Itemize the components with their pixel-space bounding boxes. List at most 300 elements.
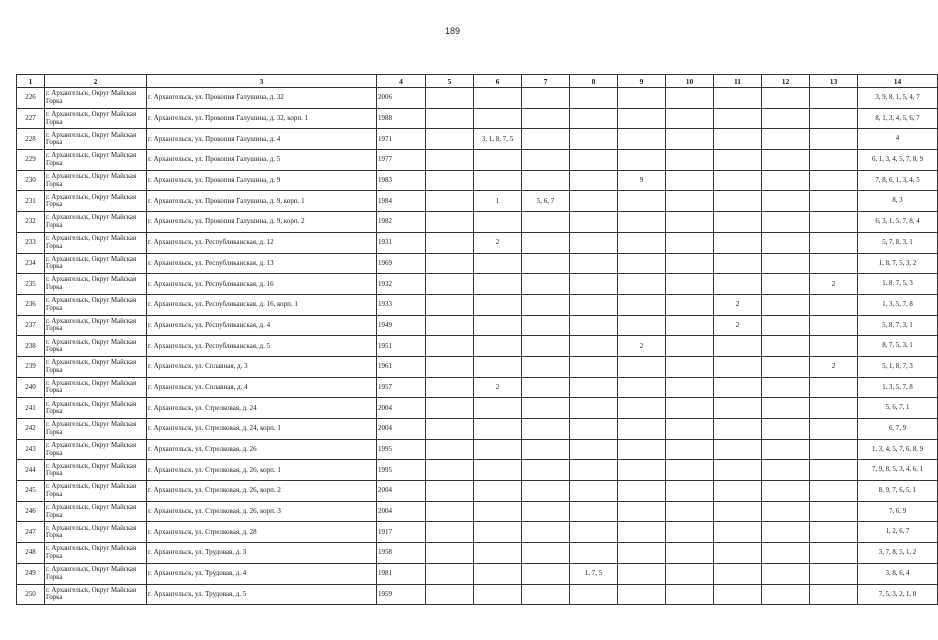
column-14-cell: 1, 3, 5, 7, 8 [858,377,938,398]
year-built-cell: 1984 [377,191,426,212]
district-cell: г. Архангельск, Округ Майская Горка [45,274,147,295]
address-cell: г. Архангельск, ул. Стрелковая, д. 26, корп. 2 [147,481,377,502]
year-built-cell: 1917 [377,522,426,543]
column-11-cell [714,170,762,191]
column-9-cell [618,88,666,109]
column-7-cell [522,129,570,150]
column-6-cell: 3, 1, 8, 7, 5 [474,129,522,150]
column-11-cell [714,88,762,109]
district-cell: г. Архангельск, Округ Майская Горка [45,419,147,440]
column-header-2: 2 [45,75,147,88]
address-cell: г. Архангельск, ул. Стрелковая, д. 24, корп. 1 [147,419,377,440]
column-13-cell [810,191,858,212]
column-6-cell [474,481,522,502]
column-header-10: 10 [666,75,714,88]
row-number-cell: 242 [17,419,45,440]
year-built-cell: 1958 [377,543,426,564]
year-built-cell: 2004 [377,419,426,440]
column-9-cell [618,377,666,398]
column-12-cell [762,439,810,460]
column-header-3: 3 [147,75,377,88]
column-13-cell [810,253,858,274]
district-cell: г. Архангельск, Округ Майская Горка [45,294,147,315]
column-5-cell [426,336,474,357]
column-7-cell [522,274,570,295]
row-number-cell: 243 [17,439,45,460]
column-7-cell [522,232,570,253]
district-cell: г. Архангельск, Округ Майская Горка [45,150,147,171]
column-8-cell [570,191,618,212]
column-10-cell [666,253,714,274]
address-cell: г. Архангельск, ул. Прокопия Галушина, д. 4 [147,129,377,150]
column-6-cell [474,253,522,274]
column-10-cell [666,88,714,109]
column-8-cell [570,501,618,522]
column-12-cell [762,274,810,295]
column-12-cell [762,543,810,564]
column-12-cell [762,191,810,212]
column-10-cell [666,377,714,398]
column-11-cell [714,212,762,233]
address-cell: г. Архангельск, ул. Прокопия Галушина, д. 32, корп. 1 [147,108,377,129]
table-row [17,460,938,481]
column-header-12: 12 [762,75,810,88]
column-7-cell [522,336,570,357]
table-row [17,377,938,398]
address-cell: г. Архангельск, ул. Прокопия Галушина, д. 9 [147,170,377,191]
column-6-cell [474,294,522,315]
column-5-cell [426,377,474,398]
column-14-cell: 7, 5, 3, 2, 1, 8 [858,584,938,605]
column-14-cell: 6, 7, 9 [858,419,938,440]
column-8-cell [570,584,618,605]
row-number-cell: 240 [17,377,45,398]
column-5-cell [426,439,474,460]
column-9-cell [618,398,666,419]
column-7-cell [522,563,570,584]
column-9-cell [618,129,666,150]
column-13-cell [810,460,858,481]
table-row [17,315,938,336]
column-13-cell [810,522,858,543]
table-row [17,543,938,564]
column-header-9: 9 [618,75,666,88]
column-10-cell [666,170,714,191]
address-cell: г. Архангельск, ул. Стрелковая, д. 26, корп. 1 [147,460,377,481]
column-9-cell [618,543,666,564]
column-12-cell [762,522,810,543]
column-8-cell [570,294,618,315]
column-7-cell [522,108,570,129]
column-11-cell [714,150,762,171]
row-number-cell: 228 [17,129,45,150]
column-7-cell [522,170,570,191]
column-6-cell: 2 [474,377,522,398]
table-row [17,253,938,274]
column-13-cell [810,315,858,336]
district-cell: г. Архангельск, Округ Майская Горка [45,543,147,564]
column-8-cell [570,522,618,543]
address-cell: г. Архангельск, ул. Республиканская, д. 4 [147,315,377,336]
year-built-cell: 1932 [377,274,426,295]
district-cell: г. Архангельск, Округ Майская Горка [45,460,147,481]
column-11-cell [714,522,762,543]
header-row [17,75,938,88]
column-14-cell: 1, 8, 7, 5, 3 [858,274,938,295]
column-7-cell [522,522,570,543]
column-10-cell [666,584,714,605]
column-11-cell: 2 [714,315,762,336]
address-cell: г. Архангельск, ул. Республиканская, д. 13 [147,253,377,274]
table-row [17,129,938,150]
column-11-cell [714,356,762,377]
column-7-cell [522,315,570,336]
column-6-cell [474,563,522,584]
year-built-cell: 1959 [377,584,426,605]
column-6-cell [474,212,522,233]
address-cell: г. Архангельск, ул. Стрелковая, д. 24 [147,398,377,419]
district-cell: г. Архангельск, Округ Майская Горка [45,563,147,584]
column-13-cell [810,398,858,419]
table-row [17,522,938,543]
year-built-cell: 1957 [377,377,426,398]
column-9-cell [618,108,666,129]
column-9-cell [618,212,666,233]
column-5-cell [426,212,474,233]
column-12-cell [762,481,810,502]
column-13-cell: 2 [810,356,858,377]
column-13-cell [810,439,858,460]
column-11-cell [714,584,762,605]
column-9-cell [618,315,666,336]
column-header-4: 4 [377,75,426,88]
column-10-cell [666,419,714,440]
district-cell: г. Архангельск, Округ Майская Горка [45,584,147,605]
year-built-cell: 2004 [377,501,426,522]
column-14-cell: 7, 9, 8, 5, 3, 4, 6, 1 [858,460,938,481]
column-12-cell [762,419,810,440]
address-cell: г. Архангельск, ул. Прокопия Галушина, д. 32 [147,88,377,109]
column-7-cell [522,398,570,419]
column-11-cell [714,191,762,212]
column-13-cell [810,481,858,502]
column-header-11: 11 [714,75,762,88]
column-13-cell [810,543,858,564]
column-8-cell [570,460,618,481]
table-row [17,481,938,502]
column-13-cell [810,377,858,398]
district-cell: г. Архангельск, Округ Майская Горка [45,439,147,460]
column-8-cell [570,108,618,129]
table-header [17,75,938,88]
column-6-cell [474,336,522,357]
table-row [17,501,938,522]
column-8-cell [570,129,618,150]
column-11-cell [714,108,762,129]
column-5-cell [426,356,474,377]
column-9-cell [618,232,666,253]
column-6-cell [474,170,522,191]
column-11-cell [714,481,762,502]
column-12-cell [762,356,810,377]
year-built-cell: 1981 [377,563,426,584]
column-9-cell: 9 [618,170,666,191]
column-11-cell [714,398,762,419]
column-13-cell [810,563,858,584]
column-8-cell [570,232,618,253]
column-7-cell [522,460,570,481]
row-number-cell: 234 [17,253,45,274]
column-6-cell [474,356,522,377]
address-cell: г. Архангельск, ул. Республиканская, д. 16, корп. 1 [147,294,377,315]
column-6-cell [474,398,522,419]
column-11-cell [714,274,762,295]
column-13-cell [810,129,858,150]
address-cell: г. Архангельск, ул. Прокопия Галушина, д. 9, корп. 1 [147,191,377,212]
column-8-cell [570,439,618,460]
column-9-cell [618,253,666,274]
column-8-cell [570,398,618,419]
column-9-cell [618,563,666,584]
column-7-cell [522,439,570,460]
address-cell: г. Архангельск, ул. Республиканская, д. 12 [147,232,377,253]
year-built-cell: 1961 [377,356,426,377]
column-6-cell [474,543,522,564]
column-14-cell: 5, 7, 8, 3, 1 [858,232,938,253]
row-number-cell: 235 [17,274,45,295]
column-14-cell: 3, 9, 8, 1, 5, 4, 7 [858,88,938,109]
column-7-cell [522,584,570,605]
column-9-cell: 2 [618,336,666,357]
address-cell: г. Архангельск, ул. Сплавная, д. 4 [147,377,377,398]
column-5-cell [426,108,474,129]
column-14-cell: 5, 8, 7, 3, 1 [858,315,938,336]
column-14-cell: 1, 3, 4, 5, 7, 6, 8, 9 [858,439,938,460]
column-9-cell [618,460,666,481]
column-header-1: 1 [17,75,45,88]
column-header-8: 8 [570,75,618,88]
column-12-cell [762,315,810,336]
row-number-cell: 250 [17,584,45,605]
column-12-cell [762,232,810,253]
column-14-cell: 6, 3, 1, 5, 7, 8, 4 [858,212,938,233]
column-5-cell [426,294,474,315]
column-6-cell: 2 [474,232,522,253]
column-14-cell: 4 [858,129,938,150]
table-row [17,398,938,419]
column-12-cell [762,108,810,129]
row-number-cell: 247 [17,522,45,543]
column-12-cell [762,336,810,357]
column-5-cell [426,584,474,605]
district-cell: г. Архангельск, Округ Майская Горка [45,315,147,336]
column-6-cell [474,460,522,481]
year-built-cell: 1995 [377,460,426,481]
table-row [17,212,938,233]
column-11-cell [714,253,762,274]
column-9-cell [618,274,666,295]
column-8-cell [570,274,618,295]
column-9-cell [618,191,666,212]
column-14-cell: 3, 7, 8, 5, 1, 2 [858,543,938,564]
row-number-cell: 238 [17,336,45,357]
column-header-13: 13 [810,75,858,88]
column-8-cell: 1, 7, 5 [570,563,618,584]
district-cell: г. Архангельск, Округ Майская Горка [45,129,147,150]
column-10-cell [666,356,714,377]
column-5-cell [426,274,474,295]
column-6-cell [474,88,522,109]
row-number-cell: 249 [17,563,45,584]
column-13-cell [810,150,858,171]
district-cell: г. Архангельск, Округ Майская Горка [45,481,147,502]
column-11-cell [714,232,762,253]
column-10-cell [666,129,714,150]
page-number: 189 [444,26,461,36]
column-13-cell: 2 [810,274,858,295]
column-5-cell [426,88,474,109]
column-14-cell: 1, 8, 7, 5, 3, 2 [858,253,938,274]
address-cell: г. Архангельск, ул. Прокопия Галушина, д. 9, корп. 2 [147,212,377,233]
column-6-cell: 1 [474,191,522,212]
column-7-cell [522,150,570,171]
column-10-cell [666,563,714,584]
table-row [17,191,938,212]
column-12-cell [762,150,810,171]
column-7-cell [522,212,570,233]
address-cell: г. Архангельск, ул. Трудовая, д. 5 [147,584,377,605]
column-12-cell [762,253,810,274]
column-11-cell [714,563,762,584]
column-6-cell [474,315,522,336]
year-built-cell: 1951 [377,336,426,357]
address-cell: г. Архангельск, ул. Стрелковая, д. 26, корп. 3 [147,501,377,522]
column-8-cell [570,253,618,274]
column-5-cell [426,315,474,336]
column-9-cell [618,481,666,502]
row-number-cell: 231 [17,191,45,212]
column-12-cell [762,460,810,481]
row-number-cell: 236 [17,294,45,315]
row-number-cell: 227 [17,108,45,129]
column-10-cell [666,108,714,129]
column-12-cell [762,212,810,233]
table-row [17,232,938,253]
column-10-cell [666,398,714,419]
address-cell: г. Архангельск, ул. Стрелковая, д. 26 [147,439,377,460]
column-8-cell [570,336,618,357]
table-row [17,150,938,171]
column-header-14: 14 [858,75,938,88]
row-number-cell: 245 [17,481,45,502]
column-10-cell [666,212,714,233]
district-cell: г. Архангельск, Округ Майская Горка [45,212,147,233]
year-built-cell: 1933 [377,294,426,315]
column-13-cell [810,294,858,315]
column-11-cell: 2 [714,294,762,315]
column-5-cell [426,460,474,481]
column-14-cell: 8, 1, 3, 4, 5, 6, 7 [858,108,938,129]
column-12-cell [762,294,810,315]
year-built-cell: 1982 [377,212,426,233]
column-10-cell [666,501,714,522]
column-9-cell [618,294,666,315]
housing-register-table [16,74,938,605]
address-cell: г. Архангельск, ул. Прокопия Галушина, д. 5 [147,150,377,171]
year-built-cell: 1949 [377,315,426,336]
column-9-cell [618,522,666,543]
column-14-cell: 8, 9, 7, 6, 5, 1 [858,481,938,502]
column-8-cell [570,315,618,336]
column-5-cell [426,150,474,171]
district-cell: г. Архангельск, Округ Майская Горка [45,88,147,109]
column-10-cell [666,315,714,336]
table-row [17,419,938,440]
column-11-cell [714,543,762,564]
column-10-cell [666,232,714,253]
column-9-cell [618,501,666,522]
district-cell: г. Архангельск, Округ Майская Горка [45,336,147,357]
table-body [17,88,938,605]
row-number-cell: 232 [17,212,45,233]
year-built-cell: 1931 [377,232,426,253]
row-number-cell: 244 [17,460,45,481]
column-12-cell [762,129,810,150]
column-12-cell [762,584,810,605]
column-10-cell [666,336,714,357]
column-13-cell [810,170,858,191]
column-10-cell [666,274,714,295]
column-6-cell [474,584,522,605]
column-7-cell [522,294,570,315]
table-row [17,274,938,295]
district-cell: г. Архангельск, Округ Майская Горка [45,522,147,543]
column-13-cell [810,88,858,109]
column-5-cell [426,232,474,253]
address-cell: г. Архангельск, ул. Стрелковая, д. 28 [147,522,377,543]
column-9-cell [618,419,666,440]
district-cell: г. Архангельск, Округ Майская Горка [45,501,147,522]
row-number-cell: 230 [17,170,45,191]
row-number-cell: 233 [17,232,45,253]
column-7-cell [522,543,570,564]
column-10-cell [666,543,714,564]
table-row [17,336,938,357]
column-9-cell [618,356,666,377]
column-9-cell [618,150,666,171]
column-7-cell: 5, 6, 7 [522,191,570,212]
column-5-cell [426,129,474,150]
column-8-cell [570,543,618,564]
column-5-cell [426,170,474,191]
column-11-cell [714,419,762,440]
column-6-cell [474,274,522,295]
column-6-cell [474,522,522,543]
column-5-cell [426,522,474,543]
column-12-cell [762,88,810,109]
column-5-cell [426,481,474,502]
year-built-cell: 1977 [377,150,426,171]
column-6-cell [474,419,522,440]
column-5-cell [426,543,474,564]
column-13-cell [810,212,858,233]
year-built-cell: 2004 [377,481,426,502]
column-14-cell: 8, 7, 5, 3, 1 [858,336,938,357]
table-row [17,584,938,605]
column-14-cell: 1, 2, 6, 7 [858,522,938,543]
year-built-cell: 1971 [377,129,426,150]
column-6-cell [474,108,522,129]
